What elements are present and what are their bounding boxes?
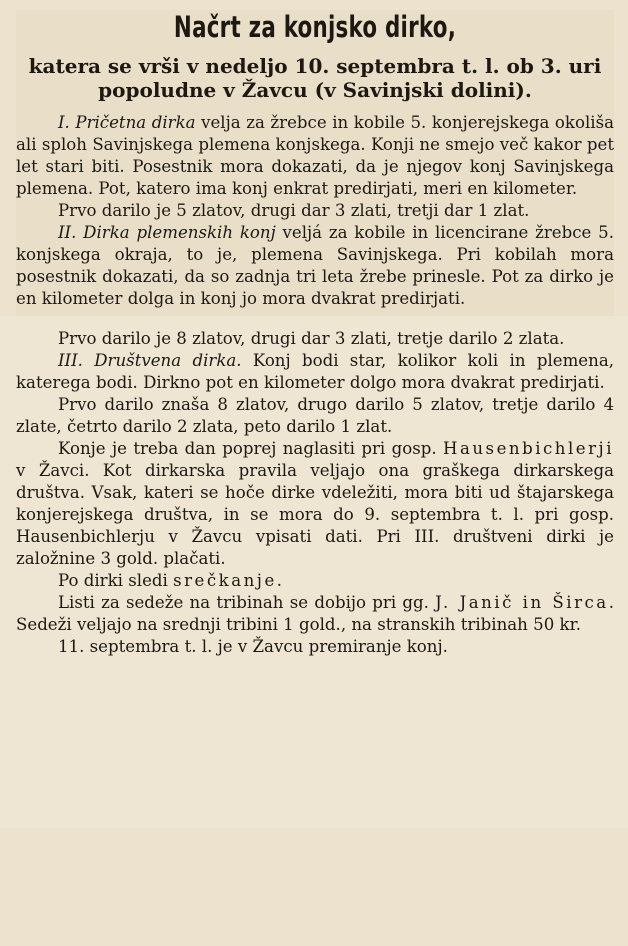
- paragraph-prizes-1: Prvo darilo je 5 zlatov, drugi dar 3 zlati, tretji dar 1 zlat.: [58, 201, 530, 220]
- paragraph-text: . Sedeži veljajo na srednji tribini 1 gold., na stranskih tribinah 50 kr.: [16, 593, 614, 634]
- spaced-name: Hausenbichlerji: [443, 439, 614, 458]
- paragraph-text: v Žavci. Kot dirkarska pravila veljajo ona graškega dirkarskega društva. Vsak, kateri se hoče dirke vdeležiti, mora biti ud štajarskega konjerejskega društva, in se mora do 9. septembra t. l. pri gosp. Hausenbichlerju v Žavcu vpisati dati. Pri III. društveni dirki je založnine 3 gold. plačati.: [16, 461, 614, 568]
- spaced-name: J. Janič in Širca: [435, 593, 609, 612]
- paragraph-premiums: 11. septembra t. l. je v Žavcu premiranje konj.: [58, 637, 448, 656]
- paragraph-tickets: [16, 592, 614, 636]
- spaced-word: srečkanje: [173, 571, 277, 590]
- paragraph-text: veljá za kobile in licencirane žrebce 5. konjskega okraja, to je, plemena Savinjskega. Pri kobilah mora posestnik dokazati, da so zadnja tri leta žrebe prinesle. Pot za dirko je en kilometer dolga in konj jo mora dvakrat predirjati.: [16, 223, 614, 308]
- clipping-lower-part: [0, 316, 628, 828]
- clipping-upper-part: [16, 10, 614, 316]
- paragraph-text: Konje je treba dan poprej naglasiti pri gosp.: [58, 439, 443, 458]
- paragraph-lottery: [16, 570, 614, 592]
- race-heading-2: II. Dirka plemenskih konj: [58, 223, 276, 242]
- race-heading-1: I. Pričetna dirka: [58, 113, 196, 132]
- paragraph-breeding-race: [16, 222, 614, 310]
- paragraph-text: .: [276, 571, 283, 590]
- paragraph-prizes-2: Prvo darilo je 8 zlatov, drugi dar 3 zlati, tretje darilo 2 zlata.: [58, 329, 565, 348]
- race-heading-3: III. Društvena dirka.: [58, 351, 242, 370]
- article-subtitle: katera se vrši v nedeljo 10. septembra t. l. ob 3. uri popoludne v Žavcu (v Savinjski dolini).: [28, 54, 602, 102]
- paragraph-prizes-3: Prvo darilo znaša 8 zlatov, drugo darilo 5 zlatov, tretje darilo 4 zlate, četrto darilo 2 zlata, peto darilo 1 zlat.: [16, 395, 614, 436]
- paragraph-text: velja za žrebce in kobile 5. konjerejskega okoliša ali sploh Savinjskega plemena konjskega. Konji ne smejo več kakor pet let stari biti. Posestnik mora dokazati, da je njegov konj Savinjskega plemena. Pot, katero ima konj enkrat predirjati, meri en kilometer.: [16, 113, 614, 198]
- paragraph-first-race: [16, 112, 614, 200]
- article-title: Načrt za konjsko dirko,: [173, 10, 457, 44]
- paragraph-text: Listi za sedeže na tribinah se dobijo pri gg.: [58, 593, 436, 612]
- paragraph-text: Po dirki sledi: [58, 571, 174, 590]
- paragraph-text: Konj bodi star, kolikor koli in plemena, katerega bodi. Dirkno pot en kilometer dolgo mora dvakrat predirjati.: [16, 351, 614, 392]
- paragraph-society-race: [16, 350, 614, 394]
- paragraph-registration: [16, 438, 614, 570]
